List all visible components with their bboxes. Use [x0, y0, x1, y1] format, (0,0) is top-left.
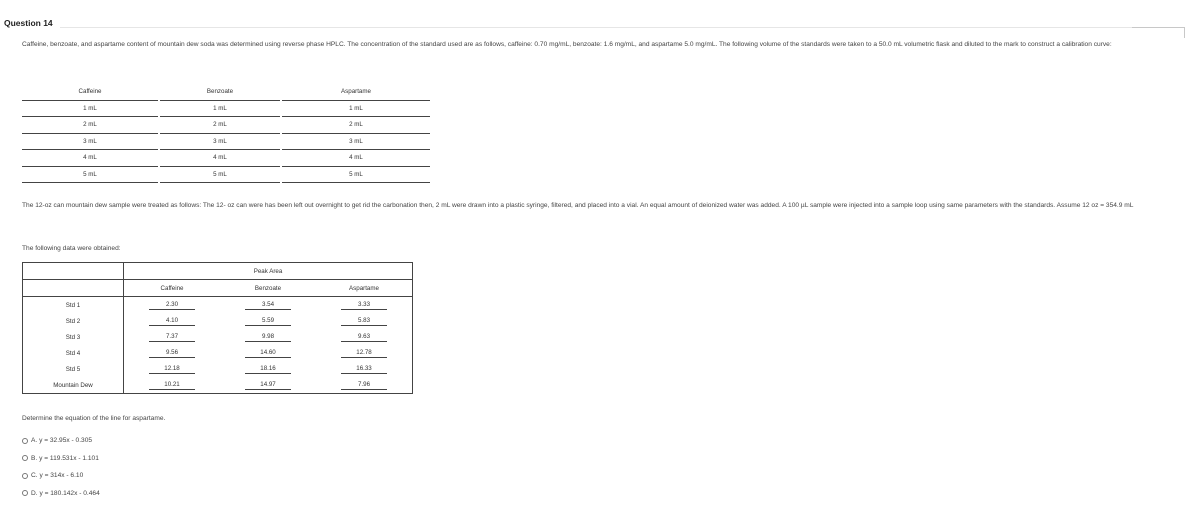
results-row — [23, 313, 413, 329]
cell: 14.60 — [245, 349, 291, 358]
calibration-row — [22, 150, 430, 167]
results-row — [23, 297, 413, 314]
calibration-row — [22, 133, 430, 150]
cell: 16.33 — [341, 365, 387, 374]
cell: 14.97 — [245, 381, 291, 390]
cell: 18.16 — [245, 365, 291, 374]
radio-button[interactable] — [22, 438, 28, 444]
radio-button[interactable] — [22, 490, 28, 496]
choice-text: y = 32.95x - 0.305 — [39, 437, 93, 445]
cell: 1 mL — [282, 100, 430, 117]
choice-b[interactable] — [22, 450, 100, 468]
cell: 2 mL — [22, 117, 158, 134]
row-label: Std 4 — [23, 345, 124, 361]
points-box — [1132, 27, 1185, 38]
choice-letter: D. — [31, 489, 38, 497]
cell: 2 mL — [160, 117, 280, 134]
cell: 3 mL — [160, 133, 280, 150]
header-caffeine: Caffeine — [124, 280, 221, 297]
question-prompt: Determine the equation of the line for aspartame. — [22, 415, 166, 422]
row-label: Std 1 — [23, 297, 124, 314]
cell: 3 mL — [282, 133, 430, 150]
calibration-table — [22, 84, 430, 183]
results-row — [23, 329, 413, 345]
choice-d[interactable] — [22, 485, 100, 503]
cell: 4.10 — [149, 317, 195, 326]
choice-letter: B. — [31, 454, 38, 462]
cell: 9.63 — [341, 333, 387, 342]
choice-text: y = 180.142x - 0.464 — [39, 489, 100, 497]
cell: 2.30 — [149, 301, 195, 310]
choice-a[interactable] — [22, 432, 100, 450]
title-divider — [60, 27, 1184, 28]
header-caffeine: Caffeine — [22, 84, 158, 100]
peak-area-header: Peak Area — [124, 263, 413, 280]
cell: 7.37 — [149, 333, 195, 342]
cell: 3 mL — [22, 133, 158, 150]
choice-text: y = 314x - 6.10 — [39, 472, 84, 480]
cell: 12.18 — [149, 365, 195, 374]
results-row — [23, 361, 413, 377]
sample-prep-paragraph: The 12-oz can mountain dew sample were treated as follows: The 12- oz can were has been left out overnight to get rid the carbonation then, 2 mL were drawn into a plastic syringe, filtered, and placed into a vial. An equal amount of deionized water was added. A 100 µL sample were injected into a sample loop using same parameters with the standards. Assume 12 oz = 354.9 mL — [22, 202, 1134, 209]
calibration-header-row — [22, 84, 430, 100]
header-aspartame: Aspartame — [282, 84, 430, 100]
row-label: Std 3 — [23, 329, 124, 345]
answer-choices — [22, 432, 100, 502]
header-benzoate: Benzoate — [160, 84, 280, 100]
cell: 12.78 — [341, 349, 387, 358]
cell: 4 mL — [22, 150, 158, 167]
choice-letter: A. — [31, 437, 38, 445]
cell: 5.59 — [245, 317, 291, 326]
radio-button[interactable] — [22, 455, 28, 461]
cell: 3.33 — [341, 301, 387, 310]
cell: 5.83 — [341, 317, 387, 326]
question-intro: Caffeine, benzoate, and aspartame content of mountain dew soda was determined using reverse phase HPLC. The concentration of the standard used are as follows, caffeine: 0.70 mg/mL, benzoate: 1.6 mg/mL, and aspartame 5.0 mg/mL. The following volume of the standards were taken to a 50.0 mL volumetric flask and diluted to the mark to construct a calibration curve: — [22, 41, 1112, 48]
results-row — [23, 377, 413, 394]
cell: 3.54 — [245, 301, 291, 310]
cell: 4 mL — [282, 150, 430, 167]
cell: 2 mL — [282, 117, 430, 134]
cell: 7.96 — [341, 381, 387, 390]
calibration-row — [22, 100, 430, 117]
cell: 5 mL — [282, 166, 430, 183]
row-label: Std 2 — [23, 313, 124, 329]
calibration-row — [22, 117, 430, 134]
cell: 1 mL — [22, 100, 158, 117]
calibration-row — [22, 166, 430, 183]
cell: 5 mL — [22, 166, 158, 183]
cell: 10.21 — [149, 381, 195, 390]
choice-letter: C. — [31, 472, 38, 480]
results-row — [23, 345, 413, 361]
row-label: Std 5 — [23, 361, 124, 377]
data-obtained-label: The following data were obtained: — [22, 245, 121, 252]
cell: 9.98 — [245, 333, 291, 342]
results-header-row — [23, 280, 413, 297]
choice-c[interactable] — [22, 467, 100, 485]
cell: 5 mL — [160, 166, 280, 183]
cell: 4 mL — [160, 150, 280, 167]
cell: 1 mL — [160, 100, 280, 117]
radio-button[interactable] — [22, 473, 28, 479]
row-label: Mountain Dew — [23, 377, 124, 394]
header-aspartame: Aspartame — [316, 280, 413, 297]
header-benzoate: Benzoate — [220, 280, 316, 297]
choice-text: y = 119.531x - 1.101 — [39, 454, 99, 462]
cell: 9.56 — [149, 349, 195, 358]
results-group-header-row — [23, 263, 413, 280]
results-table — [22, 262, 413, 394]
question-title: Question 14 — [4, 18, 53, 28]
